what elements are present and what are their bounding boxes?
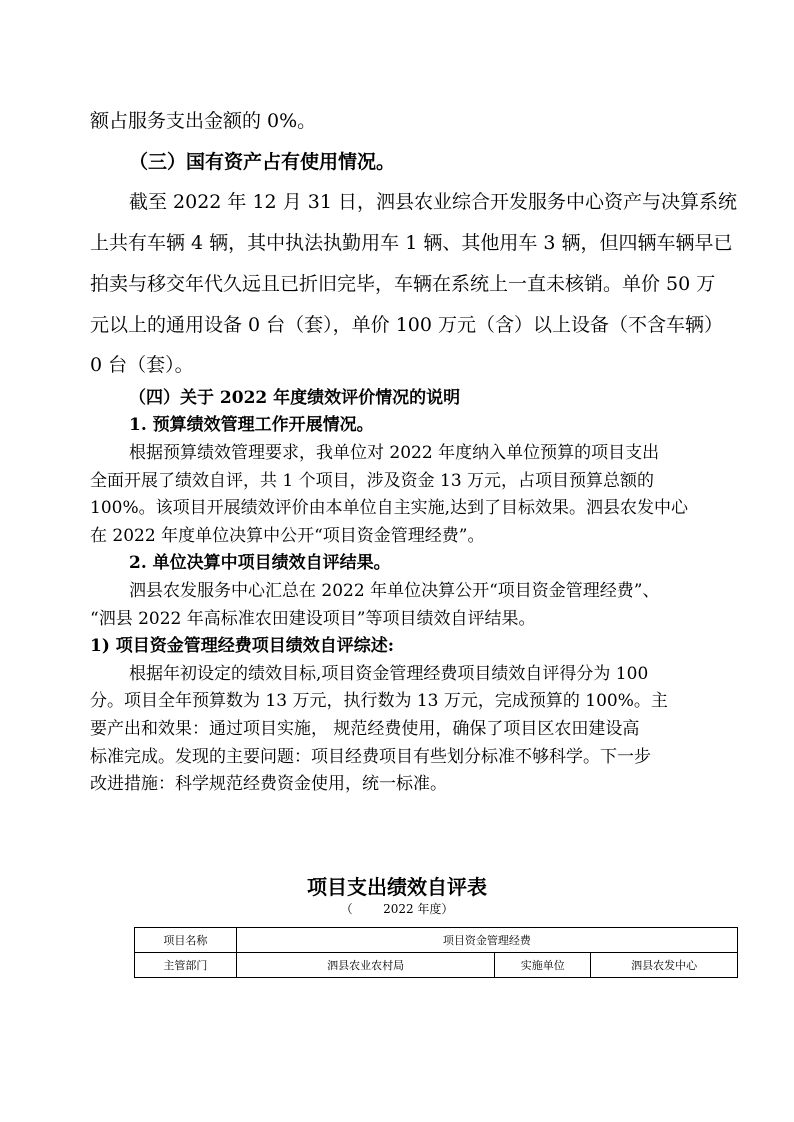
dept-value: 泗县农业农村局 <box>236 953 495 978</box>
paragraph-line: 全面开展了绩效自评，共 1 个项目，涉及资金 13 万元，占项目预算总额的 <box>90 471 655 491</box>
paragraph-line: 拍卖与移交年代久远且已折旧完毕，车辆在系统上一直未核销。单价 50 万 <box>90 273 716 295</box>
paragraph-line: 额占服务支出金额的 0%。 <box>90 110 317 132</box>
paragraph-line: 元以上的通用设备 0 台（套），单价 100 万元（含）以上设备（不含车辆） <box>90 314 724 336</box>
evaluation-table <box>134 927 738 978</box>
section-heading-3: （三）国有资产占有使用情况。 <box>129 151 396 173</box>
paragraph-line: 在 2022 年度单位决算中公开“项目资金管理经费”。 <box>90 526 485 546</box>
section-heading-4: （四）关于 2022 年度绩效评价情况的说明 <box>129 388 461 408</box>
project-name-value: 项目资金管理经费 <box>236 928 737 953</box>
paragraph-line: 0 台（套）。 <box>90 354 194 376</box>
dept-label: 主管部门 <box>135 953 237 978</box>
table-subtitle: （ 2022 年度） <box>340 902 454 916</box>
paragraph-line: 标准完成。发现的主要问题：项目经费项目有些划分标准不够科学。下一步 <box>90 747 651 767</box>
impl-value: 泗县农发中心 <box>591 953 738 978</box>
subsection-heading-2: 2. 单位决算中项目绩效自评结果。 <box>129 553 391 573</box>
paragraph-line: 上共有车辆 4 辆，其中执法执勤用车 1 辆、其他用车 3 辆，但四辆车辆早已 <box>90 232 733 254</box>
table-row <box>135 953 738 978</box>
paragraph-line: 泗县农发服务中心汇总在 2022 年单位决算公开“项目资金管理经费”、 <box>129 581 660 601</box>
subsection-heading-3: 1) 项目资金管理经费项目绩效自评综述: <box>90 636 395 656</box>
paragraph-line: “泗县 2022 年高标准农田建设项目”等项目绩效自评结果。 <box>90 609 536 629</box>
table-row <box>135 928 738 953</box>
subsection-heading-1: 1. 预算绩效管理工作开展情况。 <box>129 415 374 435</box>
project-name-label: 项目名称 <box>135 928 237 953</box>
paragraph-line: 根据年初设定的绩效目标,项目资金管理经费项目绩效自评得分为 100 <box>129 664 649 684</box>
impl-label: 实施单位 <box>495 953 591 978</box>
paragraph-line: 根据预算绩效管理要求，我单位对 2022 年度纳入单位预算的项目支出 <box>129 443 660 463</box>
table-title: 项目支出绩效自评表 <box>307 875 487 899</box>
paragraph-line: 要产出和效果：通过项目实施， 规范经费使用，确保了项目区农田建设高 <box>90 719 640 739</box>
paragraph-line: 分。项目全年预算数为 13 万元，执行数为 13 万元，完成预算的 100%。主 <box>90 691 668 711</box>
paragraph-line: 100%。该项目开展绩效评价由本单位自主实施,达到了目标效果。泗县农发中心 <box>90 498 689 518</box>
paragraph-line: 改进措施：科学规范经费资金使用，统一标准。 <box>90 774 447 794</box>
paragraph-line: 截至 2022 年 12 月 31 日，泗县农业综合开发服务中心资产与决算系统 <box>129 191 737 213</box>
